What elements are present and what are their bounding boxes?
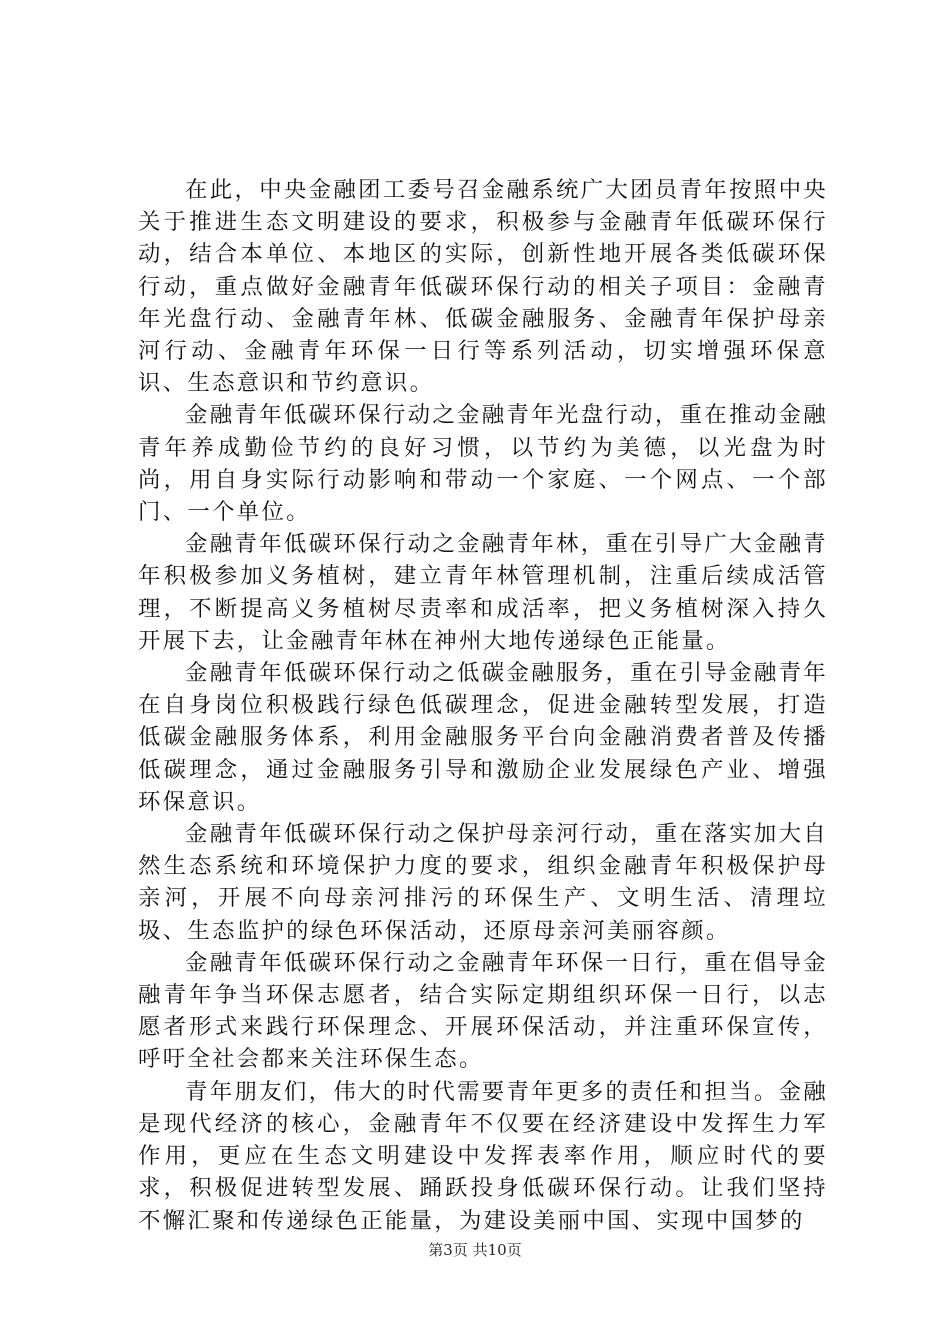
paragraph-6: 金融青年低碳环保行动之金融青年环保一日行，重在倡导金融青年争当环保志愿者，结合实际定期组织环保一日行，以志愿者形式来践行环保理念、开展环保活动，并注重环保宣传，呼吁全社会都来关注环保生态。 [138,949,828,1073]
paragraph-4: 金融青年低碳环保行动之低碳金融服务，重在引导金融青年在自身岗位积极践行绿色低碳理念，促进金融转型发展，打造低碳金融服务体系，利用金融服务平台向金融消费者普及传播低碳理念，通过金融服务引导和激励企业发展绿色产业、增强环保意识。 [138,660,828,815]
document-body [138,174,828,1237]
paragraph-5: 金融青年低碳环保行动之保护母亲河行动，重在落实加大自然生态系统和环境保护力度的要求，组织金融青年积极保护母亲河，开展不向母亲河排污的环保生产、文明生活、清理垃圾、生态监护的绿色环保活动，还原母亲河美丽容颜。 [138,821,828,944]
page-footer: 第3页 共10页 [428,1241,522,1259]
paragraph-1: 在此，中央金融团工委号召金融系统广大团员青年按照中央关于推进生态文明建设的要求，积极参与金融青年低碳环保行动，结合本单位、本地区的实际，创新性地开展各类低碳环保行动，重点做好金融青年低碳环保行动的相关子项目：金融青年光盘行动、金融青年林、低碳金融服务、金融青年保护母亲河行动、金融青年环保一日行等系列活动，切实增强环保意识、生态意识和节约意识。 [138,177,828,397]
paragraph-3: 金融青年低碳环保行动之金融青年林，重在引导广大金融青年积极参加义务植树，建立青年林管理机制，注重后续成活管理，不断提高义务植树尽责率和成活率，把义务植树深入持久开展下去，让金融青年林在神州大地传递绿色正能量。 [138,531,828,654]
paragraph-7: 青年朋友们，伟大的时代需要青年更多的责任和担当。金融是现代经济的核心，金融青年不仅要在经济建设中发挥生力军作用，更应在生态文明建设中发挥表率作用，顺应时代的要求，积极促进转型发展、踊跃投身低碳环保行动。让我们坚持不懈汇聚和传递绿色正能量，为建设美丽中国、实现中国梦的 [138,1078,828,1234]
paragraph-2: 金融青年低碳环保行动之金融青年光盘行动，重在推动金融青年养成勤俭节约的良好习惯，以节约为美德，以光盘为时尚，用自身实际行动影响和带动一个家庭、一个网点、一个部门、一个单位。 [138,402,828,526]
